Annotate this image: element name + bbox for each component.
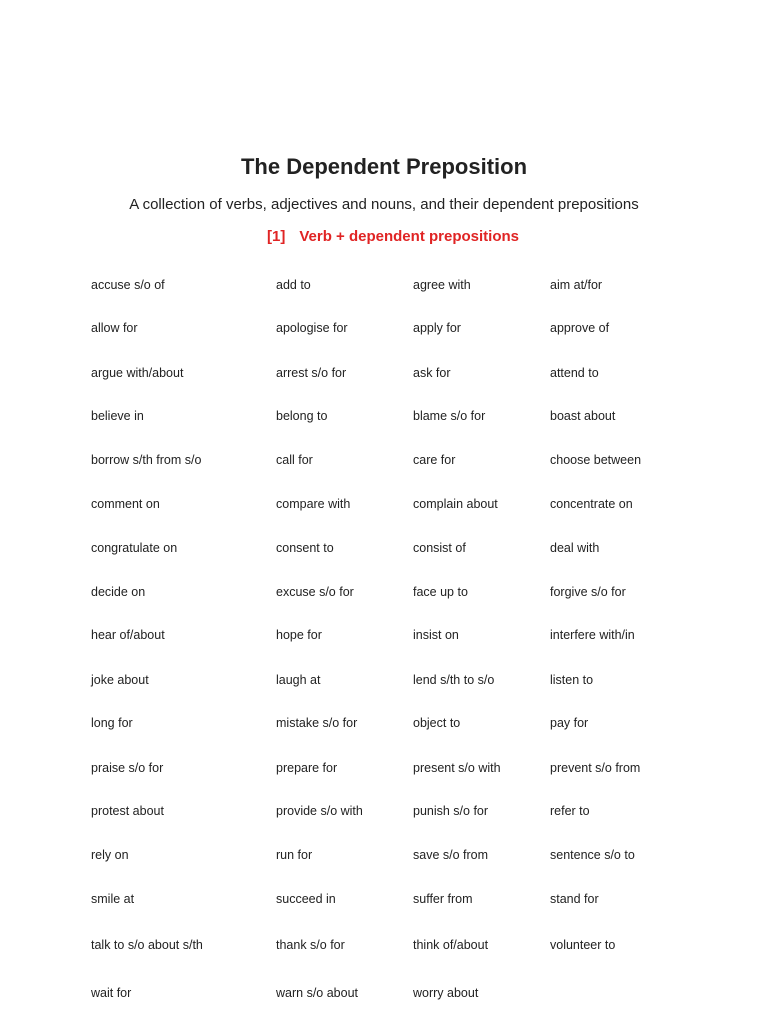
phrase-cell: volunteer to: [550, 938, 616, 952]
phrase-cell: call for: [276, 453, 313, 467]
phrase-cell: warn s/o about: [276, 986, 358, 1000]
phrase-cell: succeed in: [276, 892, 336, 906]
phrase-cell: blame s/o for: [413, 409, 486, 423]
phrase-cell: concentrate on: [550, 497, 633, 511]
phrase-cell: care for: [413, 453, 456, 467]
phrase-cell: deal with: [550, 541, 600, 555]
phrase-cell: save s/o from: [413, 848, 489, 862]
phrase-cell: punish s/o for: [413, 804, 489, 818]
phrase-cell: run for: [276, 848, 313, 862]
phrase-cell: excuse s/o for: [276, 585, 354, 599]
document-title: The Dependent Preposition: [240, 154, 528, 179]
phrase-cell: attend to: [550, 366, 599, 380]
phrase-cell: smile at: [91, 892, 135, 906]
phrase-cell: present s/o with: [413, 761, 501, 775]
phrase-cell: long for: [91, 716, 133, 730]
phrase-cell: choose between: [550, 453, 642, 467]
phrase-cell: believe in: [91, 409, 144, 423]
phrase-cell: wait for: [91, 986, 132, 1000]
phrase-cell: provide s/o with: [276, 804, 363, 818]
phrase-cell: decide on: [91, 585, 146, 599]
phrase-cell: apply for: [413, 321, 461, 335]
phrase-cell: suffer from: [413, 892, 473, 906]
phrase-cell: belong to: [276, 409, 328, 423]
section-title: Verb + dependent prepositions: [299, 228, 519, 245]
phrase-cell: protest about: [91, 804, 164, 818]
phrase-cell: joke about: [91, 673, 149, 687]
phrase-cell: object to: [413, 716, 461, 730]
phrase-cell: prevent s/o from: [550, 761, 641, 775]
phrase-cell: listen to: [550, 673, 594, 687]
phrase-cell: agree with: [413, 278, 471, 292]
phrase-cell: consent to: [276, 541, 334, 555]
phrase-cell: complain about: [413, 497, 498, 511]
phrase-cell: stand for: [550, 892, 599, 906]
phrase-cell: consist of: [413, 541, 466, 555]
phrase-cell: interfere with/in: [550, 628, 635, 642]
phrase-cell: congratulate on: [91, 541, 178, 555]
phrase-cell: boast about: [550, 409, 616, 423]
phrase-cell: praise s/o for: [91, 761, 164, 775]
phrase-cell: refer to: [550, 804, 590, 818]
phrase-cell: laugh at: [276, 673, 321, 687]
phrase-cell: thank s/o for: [276, 938, 345, 952]
phrase-cell: talk to s/o about s/th: [91, 938, 203, 952]
phrase-cell: mistake s/o for: [276, 716, 358, 730]
phrase-cell: add to: [276, 278, 311, 292]
phrase-cell: pay for: [550, 716, 589, 730]
phrase-cell: arrest s/o for: [276, 366, 347, 380]
phrase-cell: worry about: [413, 986, 479, 1000]
document-subtitle: A collection of verbs, adjectives and nouns, and their dependent prepositions: [129, 196, 639, 213]
phrase-cell: prepare for: [276, 761, 338, 775]
phrase-cell: sentence s/o to: [550, 848, 635, 862]
phrase-cell: think of/about: [413, 938, 489, 952]
phrase-cell: hear of/about: [91, 628, 165, 642]
phrase-cell: hope for: [276, 628, 322, 642]
phrase-cell: approve of: [550, 321, 610, 335]
phrase-cell: borrow s/th from s/o: [91, 453, 202, 467]
phrase-cell: apologise for: [276, 321, 348, 335]
phrase-cell: insist on: [413, 628, 459, 642]
phrase-cell: aim at/for: [550, 278, 603, 292]
phrase-cell: face up to: [413, 585, 468, 599]
phrase-cell: compare with: [276, 497, 351, 511]
phrase-cell: rely on: [91, 848, 129, 862]
phrase-cell: ask for: [413, 366, 451, 380]
section-number: [1]: [267, 228, 286, 245]
phrase-cell: lend s/th to s/o: [413, 673, 495, 687]
phrase-cell: comment on: [91, 497, 160, 511]
phrase-cell: argue with/about: [91, 366, 184, 380]
phrase-cell: allow for: [91, 321, 138, 335]
phrase-cell: accuse s/o of: [91, 278, 165, 292]
phrase-cell: forgive s/o for: [550, 585, 626, 599]
